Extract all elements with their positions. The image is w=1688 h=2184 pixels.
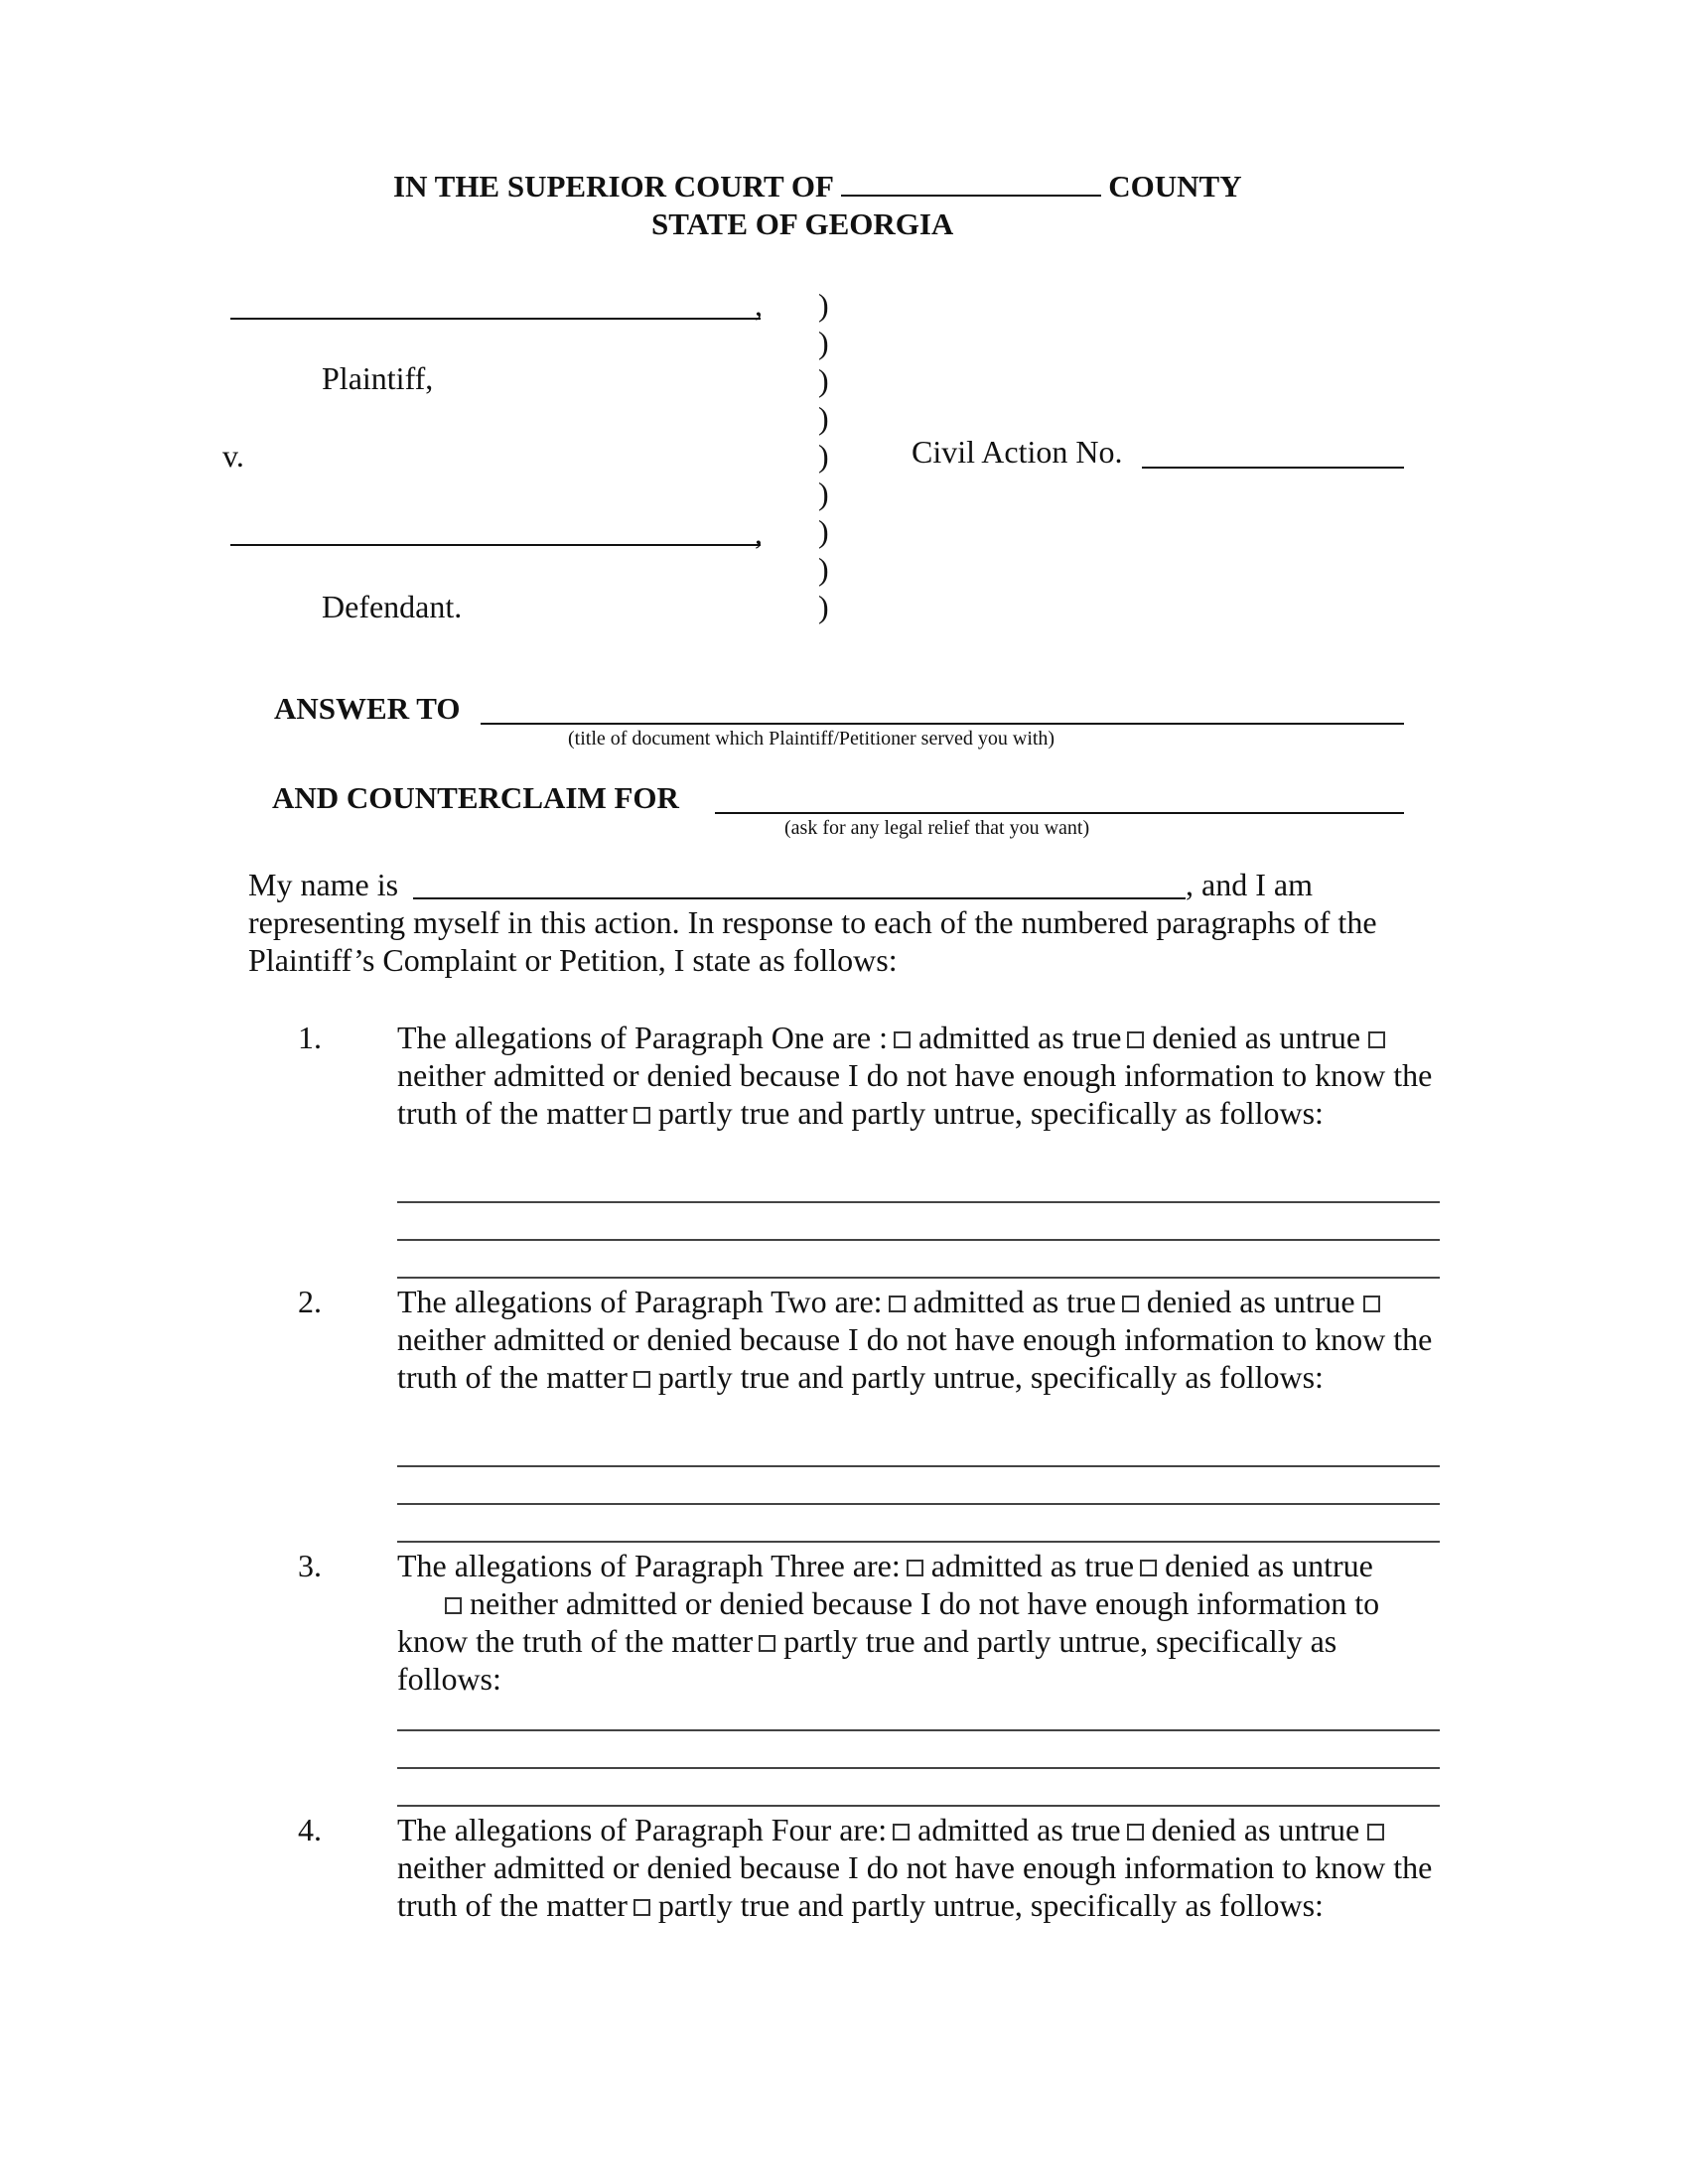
neither-checkbox[interactable] bbox=[1363, 1296, 1380, 1312]
partly-label: partly true and partly untrue, specifically as follows: bbox=[397, 1623, 1337, 1697]
denied-checkbox[interactable] bbox=[1127, 1824, 1144, 1841]
answer-to-hint: (title of document which Plaintiff/Petitioner served you with) bbox=[568, 728, 1055, 750]
answer-line[interactable] bbox=[397, 1541, 1440, 1543]
caption-paren: ) bbox=[818, 400, 829, 436]
county-name-field[interactable] bbox=[841, 194, 1101, 197]
admitted-label: admitted as true bbox=[913, 1284, 1116, 1319]
paragraph-intro: The allegations of Paragraph Three are: bbox=[397, 1548, 901, 1583]
counterclaim-relief-field[interactable] bbox=[715, 812, 1404, 814]
plaintiff-comma: , bbox=[755, 287, 763, 323]
neither-label: neither admitted or denied because I do not have enough information to know the truth of the matter bbox=[397, 1321, 1433, 1395]
state-title: STATE OF GEORGIA bbox=[651, 206, 954, 241]
civil-action-label: Civil Action No. bbox=[912, 434, 1123, 470]
admitted-label: admitted as true bbox=[918, 1020, 1122, 1055]
partly-checkbox[interactable] bbox=[633, 1107, 650, 1124]
partly-label: partly true and partly untrue, specifically as follows: bbox=[657, 1887, 1324, 1923]
court-title-suffix: COUNTY bbox=[1108, 169, 1242, 204]
court-title-prefix: IN THE SUPERIOR COURT OF bbox=[393, 169, 833, 204]
paragraph-number: 1. bbox=[298, 1020, 322, 1055]
admitted-label: admitted as true bbox=[930, 1548, 1135, 1583]
answer-title-field[interactable] bbox=[481, 723, 1404, 725]
defendant-comma: , bbox=[755, 515, 763, 551]
paragraph-number: 3. bbox=[298, 1548, 322, 1583]
caption-paren: ) bbox=[818, 551, 829, 587]
answer-line[interactable] bbox=[397, 1277, 1440, 1279]
counterclaim-hint: (ask for any legal relief that you want) bbox=[784, 817, 1090, 839]
denied-checkbox[interactable] bbox=[1140, 1560, 1157, 1576]
intro-name-suffix: , and I am bbox=[1186, 867, 1313, 902]
neither-checkbox[interactable] bbox=[1367, 1824, 1384, 1841]
versus-label: v. bbox=[222, 438, 244, 474]
answer-line[interactable] bbox=[397, 1201, 1440, 1203]
paragraph-number: 4. bbox=[298, 1812, 322, 1847]
partly-label: partly true and partly untrue, specifically as follows: bbox=[657, 1095, 1324, 1131]
denied-checkbox[interactable] bbox=[1122, 1296, 1139, 1312]
answer-line[interactable] bbox=[397, 1729, 1440, 1731]
paragraph-text bbox=[397, 1283, 1440, 1396]
partly-label: partly true and partly untrue, specifically as follows: bbox=[657, 1359, 1324, 1395]
admitted-checkbox[interactable] bbox=[893, 1824, 910, 1841]
defendant-label: Defendant. bbox=[322, 589, 463, 624]
paragraph-text bbox=[397, 1019, 1440, 1132]
denied-label: denied as untrue bbox=[1152, 1020, 1361, 1055]
paragraph-intro: The allegations of Paragraph Two are: bbox=[397, 1284, 883, 1319]
civil-action-number-field[interactable] bbox=[1142, 467, 1404, 469]
neither-label: neither admitted or denied because I do not have enough information to know the truth of the matter bbox=[397, 1849, 1433, 1923]
paragraph-text bbox=[397, 1811, 1440, 1924]
caption-paren: ) bbox=[818, 325, 829, 360]
denied-label: denied as untrue bbox=[1151, 1812, 1360, 1847]
denied-checkbox[interactable] bbox=[1127, 1031, 1144, 1048]
admitted-checkbox[interactable] bbox=[907, 1560, 923, 1576]
paragraph-intro: The allegations of Paragraph Four are: bbox=[397, 1812, 888, 1847]
admitted-label: admitted as true bbox=[917, 1812, 1121, 1847]
intro-line-2: representing myself in this action. In response to each of the numbered paragraphs of the bbox=[248, 904, 1377, 940]
caption-paren: ) bbox=[818, 438, 829, 474]
answer-to-label: ANSWER TO bbox=[274, 691, 461, 726]
paragraph-text bbox=[397, 1547, 1440, 1698]
caption-paren: ) bbox=[818, 589, 829, 624]
paragraph-intro: The allegations of Paragraph One are : bbox=[397, 1020, 889, 1055]
admitted-checkbox[interactable] bbox=[894, 1031, 911, 1048]
caption-paren: ) bbox=[818, 476, 829, 511]
counterclaim-label: AND COUNTERCLAIM FOR bbox=[272, 780, 679, 815]
partly-checkbox[interactable] bbox=[633, 1371, 650, 1388]
answer-line[interactable] bbox=[397, 1239, 1440, 1241]
answer-line[interactable] bbox=[397, 1503, 1440, 1505]
court-title bbox=[393, 169, 1242, 205]
caption-paren: ) bbox=[818, 287, 829, 323]
partly-checkbox[interactable] bbox=[759, 1635, 775, 1652]
neither-checkbox[interactable] bbox=[1368, 1031, 1385, 1048]
plaintiff-name-field[interactable] bbox=[230, 318, 761, 320]
denied-label: denied as untrue bbox=[1146, 1284, 1355, 1319]
answer-line[interactable] bbox=[397, 1805, 1440, 1807]
denied-label: denied as untrue bbox=[1165, 1548, 1373, 1583]
neither-label: neither admitted or denied because I do not have enough information to know the truth of the matter bbox=[397, 1057, 1433, 1131]
my-name-field[interactable] bbox=[413, 897, 1186, 899]
caption-paren: ) bbox=[818, 513, 829, 549]
neither-label: neither admitted or denied because I do not have enough information to know the truth of the matter bbox=[397, 1585, 1380, 1659]
answer-line[interactable] bbox=[397, 1767, 1440, 1769]
neither-checkbox[interactable] bbox=[445, 1597, 462, 1614]
caption-paren: ) bbox=[818, 362, 829, 398]
intro-name-prefix: My name is bbox=[248, 867, 399, 902]
partly-checkbox[interactable] bbox=[633, 1899, 650, 1916]
admitted-checkbox[interactable] bbox=[889, 1296, 906, 1312]
defendant-name-field[interactable] bbox=[230, 544, 761, 546]
paragraph-number: 2. bbox=[298, 1284, 322, 1319]
intro-line-3: Plaintiff’s Complaint or Petition, I state as follows: bbox=[248, 942, 898, 978]
plaintiff-label: Plaintiff, bbox=[322, 360, 434, 396]
answer-line[interactable] bbox=[397, 1465, 1440, 1467]
